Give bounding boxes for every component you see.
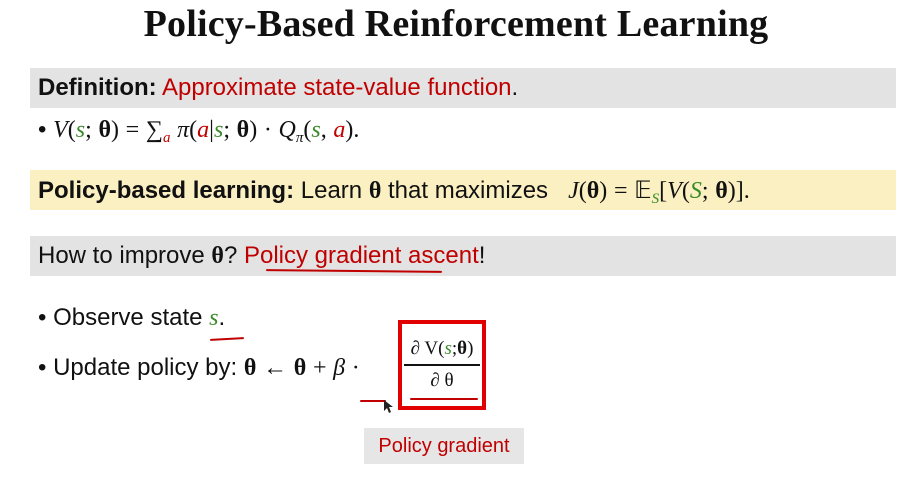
policy-gradient-label: Policy gradient <box>364 428 524 464</box>
sum-symbol: ∑ <box>145 117 163 143</box>
slide-title: Policy-Based Reinforcement Learning <box>143 3 769 45</box>
paren: ( <box>303 117 312 143</box>
state-s: s <box>444 338 452 359</box>
assign-arrow: ← <box>263 355 288 381</box>
semicolon: ; <box>701 178 709 204</box>
value-V: V <box>667 178 682 204</box>
bullet: • <box>38 354 47 381</box>
state-s: s <box>311 117 321 143</box>
state-s: s <box>209 305 219 331</box>
policy-gradient-ascent: Policy gradient ascent <box>243 242 479 269</box>
bracket: ]. <box>735 178 750 204</box>
learn-text: Learn <box>300 177 363 204</box>
theta: θ <box>236 117 250 143</box>
paren: ) <box>599 178 608 204</box>
state-s: s <box>213 117 224 143</box>
dot: · <box>351 355 360 381</box>
random-state-S: S <box>689 178 702 204</box>
exclaim: ! <box>478 242 486 269</box>
policy-learning-label: Policy-based learning: <box>38 177 295 204</box>
equals: = <box>613 178 628 204</box>
theta: θ <box>586 178 600 204</box>
dot: · <box>263 117 272 143</box>
sum-sub-a: a <box>162 130 171 146</box>
value-function-formula <box>38 116 359 147</box>
definition-line <box>38 74 518 102</box>
theta: θ <box>368 178 382 204</box>
theta: θ <box>293 355 307 381</box>
paren: ) <box>727 178 736 204</box>
semicolon: ; <box>451 338 458 359</box>
formula-V: V <box>53 117 68 143</box>
bullet: • <box>38 116 47 143</box>
definition-text: Approximate state-value function <box>161 74 512 101</box>
paren: ( <box>189 117 198 143</box>
paren: ) <box>467 338 474 359</box>
policy-learning-line <box>38 176 750 208</box>
state-s: s <box>75 117 86 143</box>
theta: θ <box>715 178 728 204</box>
expectation-sub-S: S <box>651 191 660 207</box>
definition-label: Definition: <box>38 74 157 101</box>
equals: = <box>125 117 140 143</box>
fraction-denominator: ∂ θ <box>430 370 454 391</box>
policy-gradient-box <box>398 320 486 410</box>
paren: ) <box>110 117 119 143</box>
given-bar: | <box>209 117 214 143</box>
plus: + <box>312 355 327 381</box>
update-text: Update policy by: <box>53 354 238 381</box>
partial-V: ∂ V( <box>410 338 445 359</box>
paren: ( <box>578 178 587 204</box>
pi: π <box>177 117 190 143</box>
update-line <box>38 354 360 382</box>
improve-question: How to improve <box>38 242 205 269</box>
action-a: a <box>197 117 210 143</box>
paren: ( <box>681 178 690 204</box>
observe-line <box>38 304 225 332</box>
question-mark: ? <box>223 242 238 269</box>
handwritten-underline <box>210 337 244 341</box>
action-a: a <box>333 117 346 143</box>
theta: θ <box>243 355 257 381</box>
paren: ( <box>67 117 76 143</box>
theta: θ <box>98 117 111 143</box>
maximizes-text: that maximizes <box>388 177 549 204</box>
semicolon: ; <box>223 117 230 143</box>
expectation: 𝔼 <box>634 178 652 204</box>
definition-period: . <box>511 74 519 101</box>
handwritten-underline <box>410 398 478 400</box>
cursor-icon <box>384 400 394 414</box>
bracket: [ <box>659 178 668 204</box>
paren: ) <box>249 117 258 143</box>
semicolon: ; <box>85 117 92 143</box>
theta: θ <box>211 243 224 269</box>
paren: ). <box>345 117 360 143</box>
q-sub-pi: π <box>295 130 304 146</box>
bullet: • <box>38 304 47 331</box>
q-function: Q <box>278 117 296 143</box>
period: . <box>218 304 226 331</box>
observe-text: Observe state <box>53 304 203 331</box>
objective-J: J <box>568 178 579 204</box>
learning-rate-beta: β <box>333 355 346 381</box>
handwritten-underline <box>360 400 386 402</box>
theta: θ <box>457 338 468 359</box>
improve-line <box>38 242 485 270</box>
comma: , <box>320 117 327 143</box>
